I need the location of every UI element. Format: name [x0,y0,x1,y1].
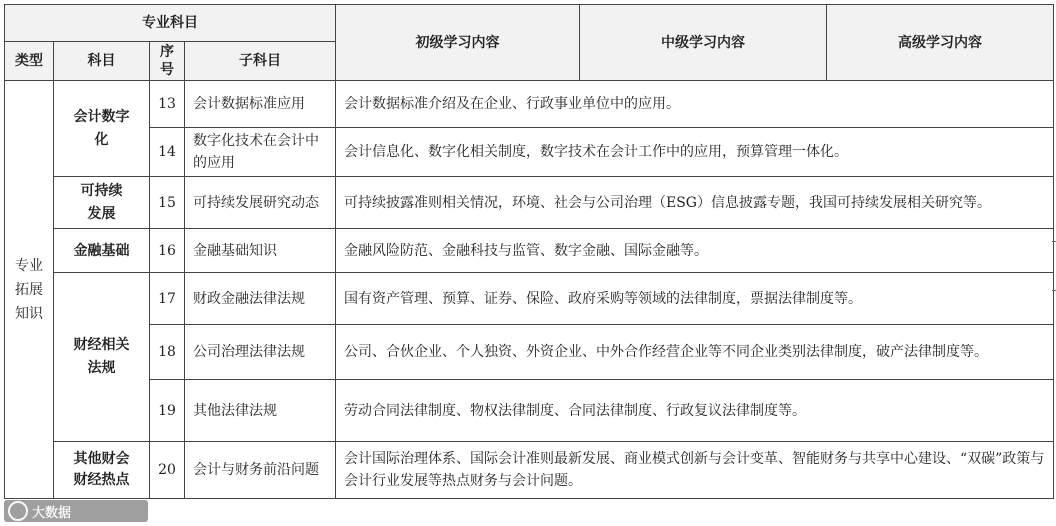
header-type: 类型 [5,42,54,81]
table-row [5,177,1054,229]
row-sub: 数字化技术在会计中的应用 [185,128,336,177]
row-sub: 会计数据标准应用 [185,81,336,128]
header-basic: 初级学习内容 [336,5,580,81]
row-content: 劳动合同法律制度、物权法律制度、合同法律制度、行政复议法律制度等。 [336,380,1054,442]
header-no-text: 序号 [160,44,174,78]
row-no: 16 [150,229,185,273]
row-no: 20 [150,442,185,499]
header-subject: 科目 [54,42,150,81]
table-row [5,81,1054,128]
watermark-logo-icon [8,501,28,521]
table-row [5,442,1054,499]
row-no: 14 [150,128,185,177]
row-content: 金融风险防范、金融科技与监管、数字金融、国际金融等。 [336,229,1054,273]
subject-text: 会计数字化 [73,108,130,148]
edge-tick [1052,290,1056,291]
row-content: 会计数据标准介绍及在企业、行政事业单位中的应用。 [336,81,1054,128]
header-high: 高级学习内容 [827,5,1054,81]
table-row [5,128,1054,177]
row-sub: 会计与财务前沿问题 [185,442,336,499]
header-sub: 子科目 [185,42,336,81]
row-content: 会计国际治理体系、国际会计准则最新发展、商业模式创新与会计变革、智能财务与共享中心建设、“双碳”政策与会计行业发展等热点财务与会计问题。 [336,442,1054,499]
header-no [150,42,185,81]
row-content: 可持续披露准则相关情况，环境、社会与公司治理（ESG）信息披露专题，我国可持续发展相关研究等。 [336,177,1054,229]
subject-text: 其他财会财经热点 [73,451,130,488]
row-sub: 财政金融法律法规 [185,273,336,325]
row-sub: 可持续发展研究动态 [185,177,336,229]
subject-cell [54,81,150,177]
row-sub: 其他法律法规 [185,380,336,442]
subject-text: 财经相关法规 [73,337,130,376]
row-no: 15 [150,177,185,229]
row-no: 19 [150,380,185,442]
edge-tick [1052,241,1056,242]
table-row [5,325,1054,380]
category-cell [5,81,54,499]
subject-cell: 金融基础 [54,229,150,273]
table-row [5,229,1054,273]
subject-text: 可持续发展 [80,182,123,222]
row-no: 18 [150,325,185,380]
row-no: 13 [150,81,185,128]
row-no: 17 [150,273,185,325]
watermark-text: 大数据 [32,505,72,521]
subject-cell [54,273,150,442]
row-sub: 公司治理法律法规 [185,325,336,380]
subject-cell [54,442,150,499]
row-content: 公司、合伙企业、个人独资、外资企业、中外合作经营企业等不同企业类别法律制度，破产法律制度等。 [336,325,1054,380]
subject-cell [54,177,150,229]
row-sub: 金融基础知识 [185,229,336,273]
header-mid: 中级学习内容 [580,5,827,81]
row-content: 会计信息化、数字化相关制度，数字技术在会计工作中的应用，预算管理一体化。 [336,128,1054,177]
category-text: 专业拓展知识 [15,257,43,322]
table-row [5,380,1054,442]
header-group: 专业科目 [5,5,336,42]
table-row [5,273,1054,325]
curriculum-table [4,4,1054,499]
watermark-badge [4,500,148,522]
row-content: 国有资产管理、预算、证券、保险、政府采购等领域的法律制度，票据法律制度等。 [336,273,1054,325]
